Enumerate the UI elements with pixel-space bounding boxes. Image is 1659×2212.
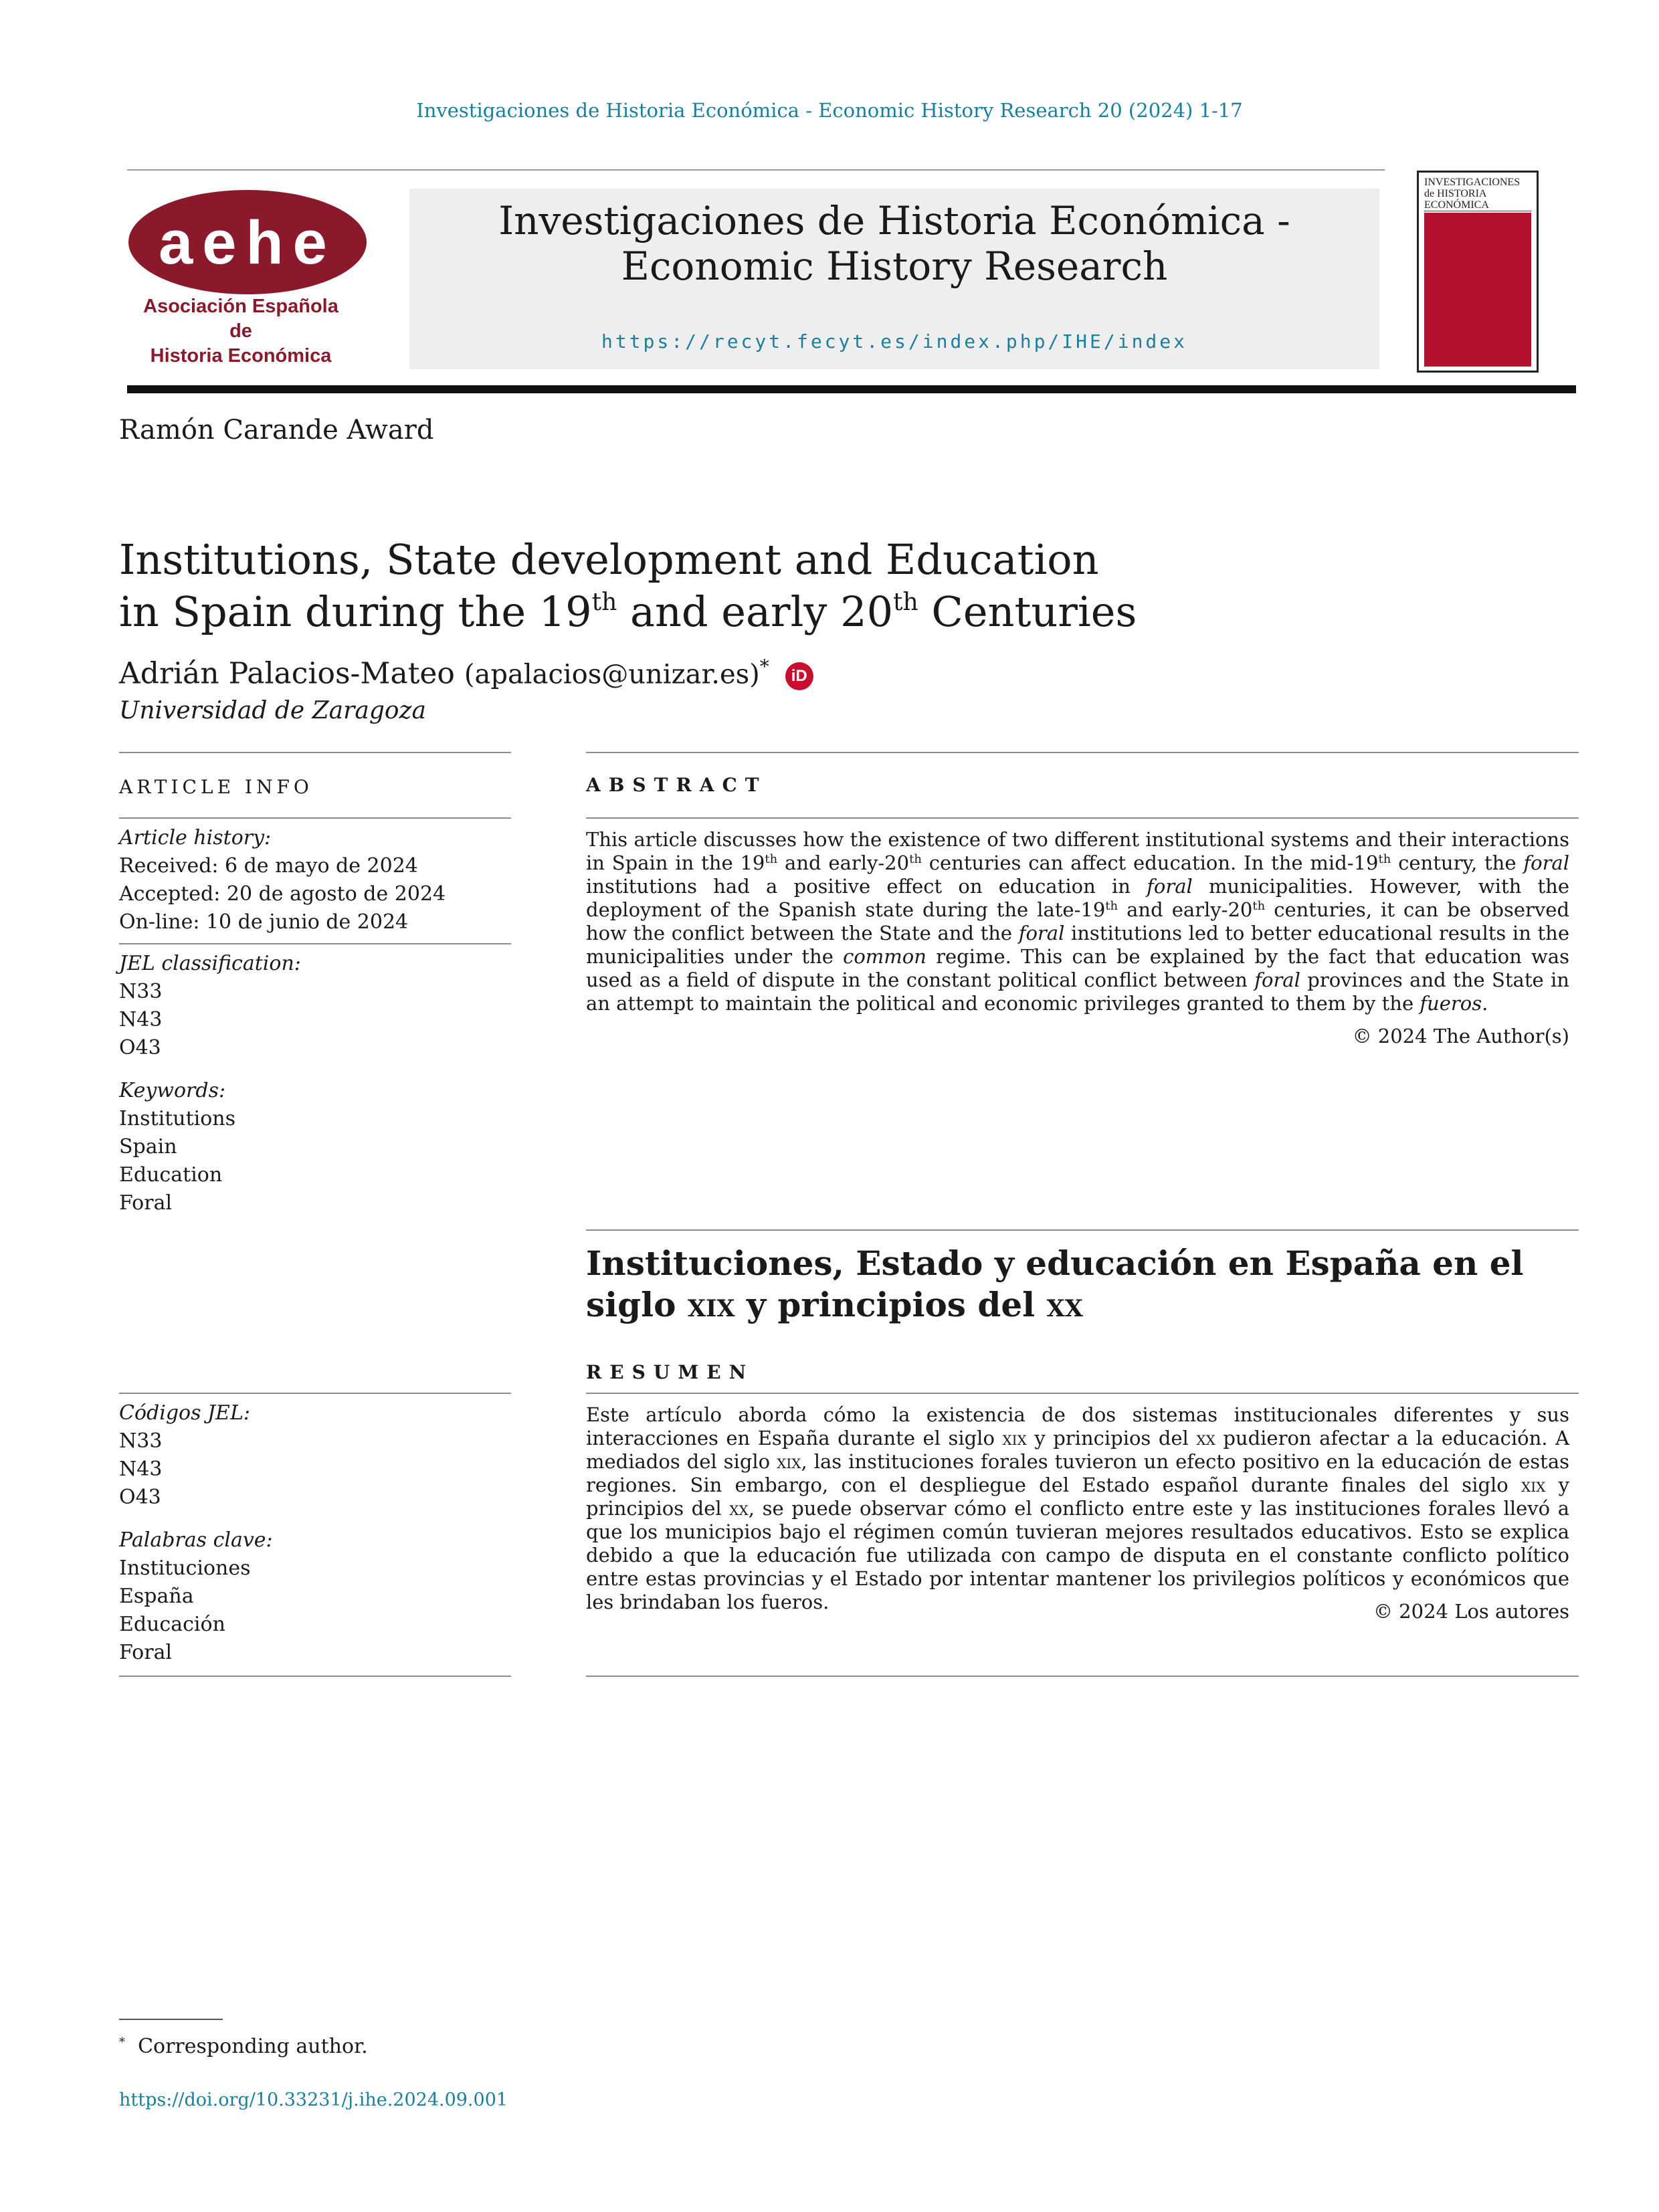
divider (586, 1393, 1579, 1394)
keyword: Education (119, 1163, 223, 1187)
journal-url-link[interactable]: https://recyt.fecyt.es/index.php/IHE/index (601, 330, 1187, 353)
resumen-copyright: © 2024 Los autores (1373, 1600, 1569, 1623)
aehe-logo (127, 189, 368, 296)
author-name: Adrián Palacios-Mateo (119, 656, 455, 691)
jel-classification (119, 950, 301, 1062)
divider (586, 817, 1579, 819)
journal-title-line: Investigaciones de Historia Económica - (498, 198, 1290, 243)
author-email-link[interactable]: (apalacios@unizar.es) (464, 659, 760, 690)
footnote: * Corresponding author. (119, 2035, 368, 2058)
cover-title: de HISTORIA ECONÓMICA (1424, 188, 1489, 211)
jel-label: JEL classification: (119, 952, 301, 975)
divider (119, 1676, 511, 1677)
journal-title (409, 198, 1379, 289)
logo-letters: aehe (159, 209, 336, 277)
spanish-title: Instituciones, Estado y educación en España en el siglo xix y principios del xx (586, 1243, 1524, 1324)
article-title (119, 534, 1256, 638)
jel-code: N43 (119, 1008, 163, 1031)
keyword: Foral (119, 1641, 173, 1664)
keywords (119, 1077, 235, 1217)
orcid-icon[interactable]: iD (785, 662, 813, 690)
section-label: Ramón Carande Award (119, 415, 434, 445)
title-line: Institutions, State development and Education (119, 535, 1099, 584)
abstract-text: This article discusses how the existence of two different institutional systems and their interactions in Spain in the 19th and early-20th centuries can affect education. In the mid-19th century, the foral institutions had a positive effect on education in foral municipalities. However, with the deployment of the Spanish state during the late-19th and early-20th centuries, it can be observed how the conflict between the State and the foral institutions led to better educational results in the municipalities under the common regime. This can be explained by the fact that education was used as a field of dispute in the constant political conflict between foral provinces and the State in an attempt to maintain the political and economic privileges granted to them by the fueros. (586, 828, 1570, 1015)
accepted-date: Accepted: 20 de agosto de 2024 (119, 882, 446, 906)
header-thick-rule (127, 385, 1576, 393)
keyword: Foral (119, 1191, 173, 1215)
logo-name (140, 294, 341, 369)
codigos-jel (119, 1399, 250, 1512)
keyword: España (119, 1585, 194, 1608)
keywords-label: Keywords: (119, 1079, 226, 1102)
header-rule (127, 169, 1385, 171)
divider (119, 817, 511, 819)
journal-cover-thumbnail (1417, 171, 1539, 373)
divider (586, 1229, 1579, 1231)
affiliation: Universidad de Zaragoza (119, 697, 426, 724)
keyword: Educación (119, 1613, 225, 1636)
logo-name-line: Asociación Española (143, 296, 338, 317)
divider (586, 752, 1579, 753)
divider (119, 752, 511, 753)
cover-title: INVESTIGACIONES (1424, 177, 1521, 188)
resumen-heading: RESUMEN (586, 1361, 755, 1383)
received-date: Received: 6 de mayo de 2024 (119, 854, 418, 878)
journal-title-line: Economic History Research (621, 243, 1168, 289)
divider (586, 1676, 1579, 1677)
title-line: in Spain during the 19th and early 20th Centuries (119, 587, 1137, 636)
logo-name-line: Historia Económica (150, 345, 332, 367)
online-date: On-line: 10 de junio de 2024 (119, 910, 409, 934)
corresponding-mark: * (759, 656, 769, 678)
article-info-heading: ARTICLE INFO (119, 776, 313, 798)
abstract-heading: ABSTRACT (586, 774, 767, 796)
history-label: Article history: (119, 826, 272, 849)
jel-code: N43 (119, 1457, 163, 1481)
keyword: Spain (119, 1135, 177, 1159)
article-history (119, 824, 446, 936)
cover-red-panel (1424, 213, 1531, 367)
logo-name-line: de (229, 320, 252, 342)
doi-link[interactable]: https://doi.org/10.33231/j.ihe.2024.09.001 (119, 2090, 508, 2110)
running-head: Investigaciones de Historia Económica - Economic History Research 20 (2024) 1-17 (416, 99, 1243, 122)
keyword: Institutions (119, 1107, 236, 1130)
abstract-copyright: © 2024 The Author(s) (1352, 1025, 1569, 1047)
divider (119, 1393, 511, 1394)
jel-code: O43 (119, 1036, 161, 1060)
jel-code: N33 (119, 980, 163, 1003)
resumen-text: Este artículo aborda cómo la existencia de dos sistemas institucionales diferentes y sus interacciones en España durante el siglo xix y principios del xx pudieron afectar a la educación. A mediados del siglo xix, las instituciones forales tuvieron un efecto positivo en la educación de estas regiones. Sin embargo, con el despliegue del Estado español durante finales del siglo xix y principios del xx, se puede observar cómo el conflicto entre este y las instituciones forales llevó a que los municipios bajo el régimen común tuvieran mejores resultados educativos. Esto se explica debido a que la educación fue utilizada con campo de disputa en el constante conflicto político entre estas provincias y el Estado por intentar mantener los privilegios políticos y económicos que les brindaban los fueros. (586, 1403, 1570, 1613)
divider (119, 943, 511, 944)
keyword: Instituciones (119, 1556, 251, 1580)
footnote-rule (119, 2019, 223, 2020)
jel-code: O43 (119, 1486, 161, 1509)
jel-code: N33 (119, 1429, 163, 1453)
palabras-clave (119, 1526, 273, 1667)
author-line (119, 656, 813, 691)
palabras-label: Palabras clave: (119, 1528, 273, 1552)
codigos-label: Códigos JEL: (119, 1401, 250, 1425)
